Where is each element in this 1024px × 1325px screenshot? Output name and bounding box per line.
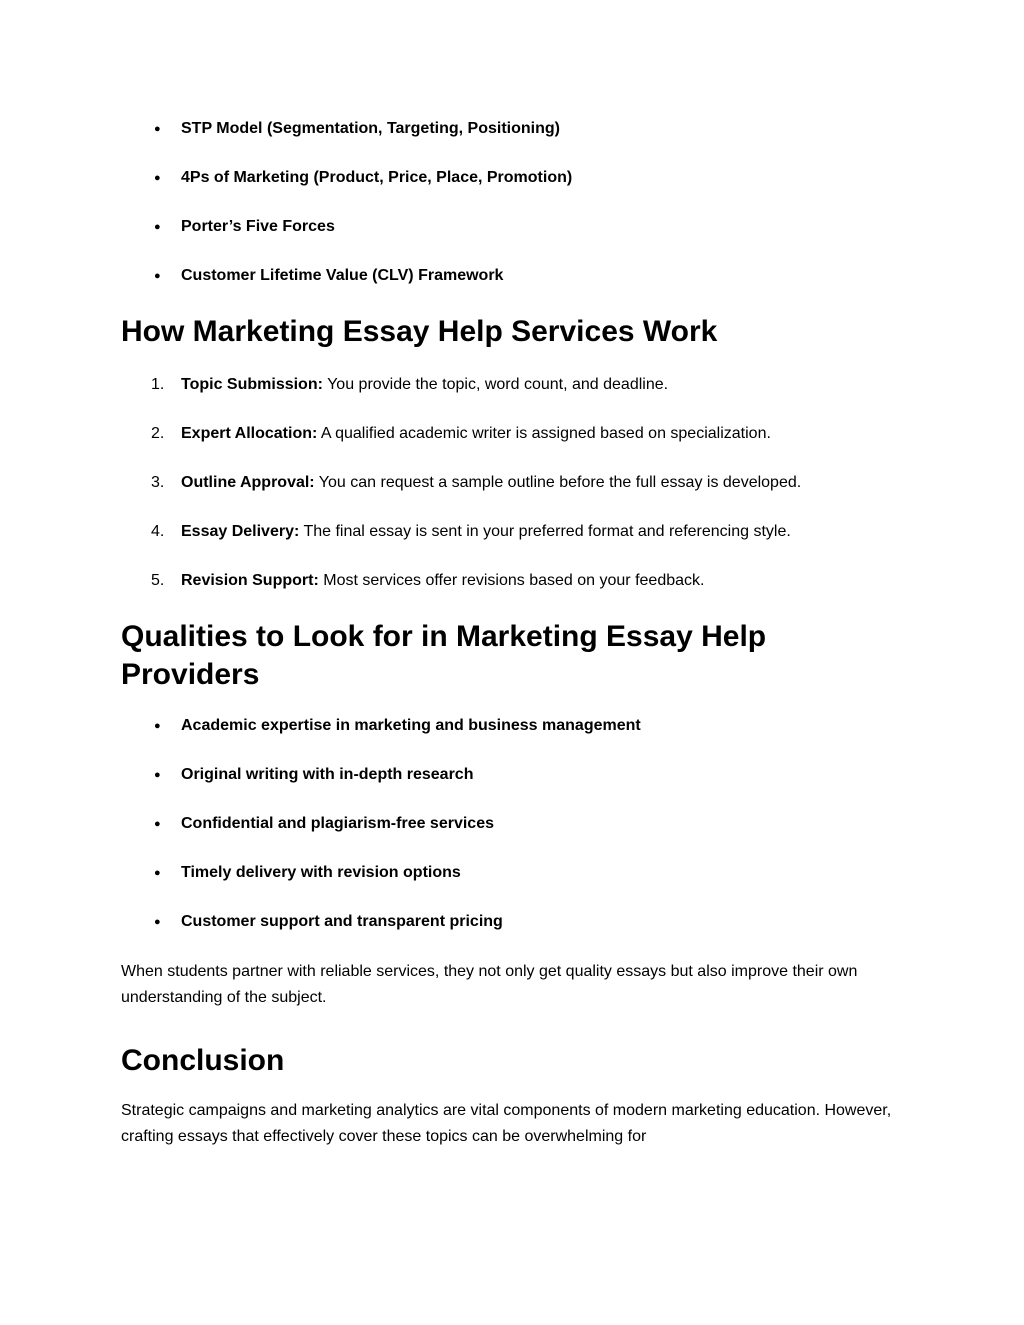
bullet-icon: ● — [154, 172, 161, 184]
step-label: Topic Submission: — [181, 376, 323, 393]
list-item — [154, 166, 903, 190]
list-item — [154, 910, 903, 934]
list-item-text: 4Ps of Marketing (Product, Price, Place, Promotion) — [181, 169, 573, 186]
section-heading-conclusion: Conclusion — [121, 1044, 285, 1077]
step-text: You can request a sample outline before the full essay is developed. — [318, 474, 802, 491]
bullet-icon: ● — [154, 720, 161, 732]
bullet-icon: ● — [154, 818, 161, 830]
list-item — [154, 714, 903, 738]
list-item-text: Customer Lifetime Value (CLV) Framework — [181, 267, 504, 284]
list-item — [151, 569, 903, 593]
step-label: Outline Approval: — [181, 474, 315, 491]
list-item — [154, 861, 903, 885]
list-item-text: Academic expertise in marketing and business management — [181, 717, 641, 734]
list-item-text: Timely delivery with revision options — [181, 864, 461, 881]
list-item — [154, 763, 903, 787]
step-text: The final essay is sent in your preferred format and referencing style. — [303, 523, 791, 540]
list-number: 5. — [151, 572, 165, 589]
list-item — [154, 264, 903, 288]
section-heading-qualities: Qualities to Look for in Marketing Essay Help Providers — [121, 620, 767, 691]
how-it-works-steps-list — [121, 373, 903, 593]
list-number: 4. — [151, 523, 165, 540]
list-item — [151, 422, 903, 446]
list-item-text: Customer support and transparent pricing — [181, 913, 503, 930]
step-label: Essay Delivery: — [181, 523, 300, 540]
qualities-list — [121, 714, 903, 934]
section-heading-how-services-work: How Marketing Essay Help Services Work — [121, 315, 718, 348]
bullet-icon: ● — [154, 769, 161, 781]
list-number: 3. — [151, 474, 165, 491]
list-item — [151, 373, 903, 397]
closing-paragraph: When students partner with reliable services, they not only get quality essays but also improve their own understanding of the subject. — [121, 963, 858, 1006]
list-item-text: STP Model (Segmentation, Targeting, Positioning) — [181, 120, 560, 137]
bullet-icon: ● — [154, 270, 161, 282]
step-text: You provide the topic, word count, and deadline. — [327, 376, 669, 393]
list-item-text: Confidential and plagiarism-free services — [181, 815, 494, 832]
list-item — [151, 520, 903, 544]
list-number: 1. — [151, 376, 165, 393]
step-text: Most services offer revisions based on your feedback. — [323, 572, 705, 589]
list-item-text: Original writing with in-depth research — [181, 766, 474, 783]
list-item — [151, 471, 903, 495]
list-item — [154, 117, 903, 141]
conclusion-paragraph: Strategic campaigns and marketing analytics are vital components of modern marketing education. However, crafting essays that effectively cover these topics can be overwhelming for — [121, 1102, 892, 1145]
list-number: 2. — [151, 425, 165, 442]
list-item — [154, 812, 903, 836]
bullet-icon: ● — [154, 221, 161, 233]
list-item-text: Porter’s Five Forces — [181, 218, 335, 235]
step-label: Revision Support: — [181, 572, 319, 589]
bullet-icon: ● — [154, 867, 161, 879]
bullet-icon: ● — [154, 916, 161, 928]
bullet-icon: ● — [154, 123, 161, 135]
list-item — [154, 215, 903, 239]
step-label: Expert Allocation: — [181, 425, 318, 442]
step-text: A qualified academic writer is assigned based on specialization. — [320, 425, 771, 442]
frameworks-list — [121, 117, 903, 288]
